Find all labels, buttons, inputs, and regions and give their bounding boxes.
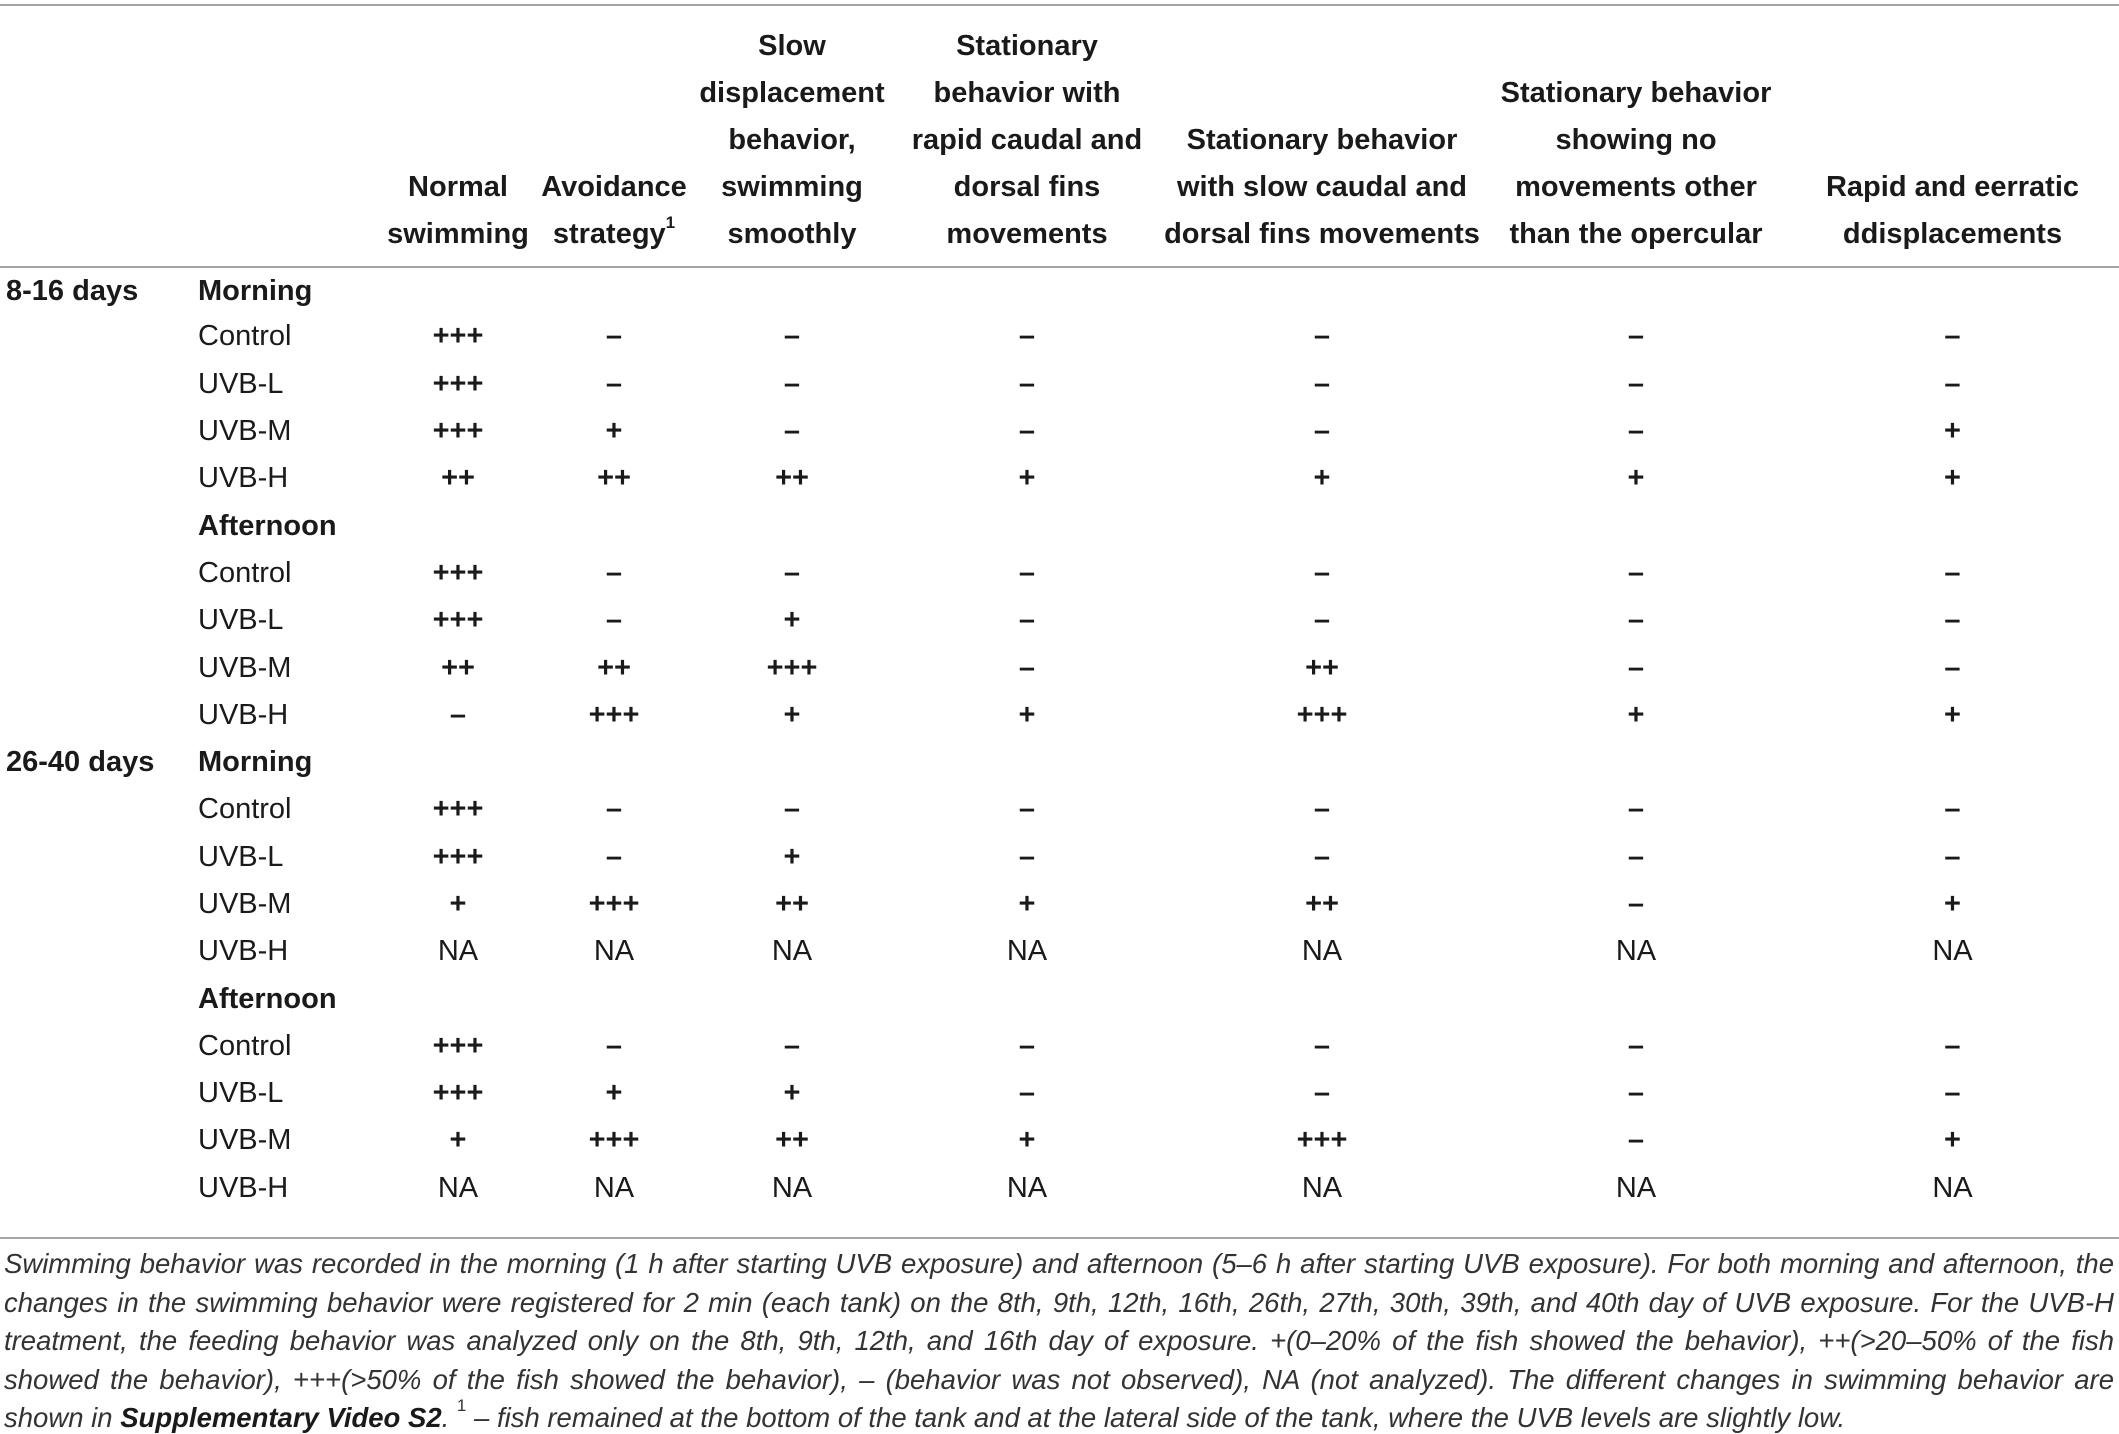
age-label [0,975,198,1022]
behavior-value-cell: +++ [1296,698,1348,731]
behavior-value-cell: +++ [588,1124,640,1157]
empty-cell [1486,502,1786,549]
behavior-value-cell: + [1018,888,1036,920]
behavior-value-cell: – [1018,1029,1036,1062]
behavior-value-cell: – [1944,320,1961,353]
table-row [0,550,2119,597]
group-label: UVB-M [198,888,292,920]
behavior-value-cell: NA [1615,935,1657,968]
behavior-value-cell: ++ [441,462,475,495]
header-stationary-no-movement: Stationary behavior showing no movements other than the opercular [1500,77,1772,250]
header-empty-group [198,8,376,266]
behavior-value-cell: – [1018,367,1036,400]
behavior-value-cell: NA [1301,935,1343,968]
behavior-value-cell: +++ [432,1077,484,1110]
behavior-value-cell: – [1018,793,1036,826]
behavior-value-cell: – [605,320,623,353]
empty-cell [1486,739,1786,786]
behavior-value-cell: + [783,1077,801,1110]
empty-cell [688,739,896,786]
table-row [0,692,2119,739]
empty-cell [1486,975,1786,1022]
behavior-value-cell: +++ [432,1029,484,1062]
empty-cell [0,881,198,928]
behavior-value-cell: + [1018,462,1036,495]
empty-cell [0,1070,198,1117]
behavior-value-cell: +++ [588,888,640,920]
group-label: Control [198,1029,292,1062]
header-rapid-erratic: Rapid and eerratic ddisplacements [1825,171,2080,250]
behavior-value-cell: ++ [597,651,631,684]
behavior-value-cell: + [1313,462,1331,495]
behavior-value-cell: – [1018,840,1036,873]
empty-cell [896,502,1158,549]
table-footnote: Swimming behavior was recorded in the morning (1 h after starting UVB exposure) and afternoon (5–6 h after starting UVB exposure). For both morning and afternoon, the changes in the swimming behavior were registered for 2 min (each tank) on the 8th, 9th, 12th, 16th, 26th, 27th, 30th, 39th, and 40th day of UVB exposure. For the UVB-H treatment, the feeding behavior was analyzed only on the 8th, 9th, 12th, and 16th day of exposure. +(0–20% of the fish showed the behavior), ++(>20–50% of the fish showed the behavior), +++(>50% of the fish showed the behavior), – (behavior was not observed), NA (not analyzed). The different changes in swimming behavior are shown in Supplementary Video S2. $^1$ – fish remained at the bottom of the tank and at the lateral side of the tank, where the UVB levels are slightly low. [4,1248,2114,1433]
header-empty-age [0,8,198,266]
behavior-value-cell: – [1627,556,1645,589]
empty-cell [540,739,688,786]
empty-cell [0,313,198,360]
group-label: Control [198,793,292,826]
header-slow-displacement: Slow displacement behavior, swimming smoothly [699,30,885,250]
empty-cell [1158,739,1486,786]
behavior-value-cell: – [1944,1029,1961,1062]
empty-cell [540,266,688,313]
behavior-value-cell: +++ [432,604,484,637]
header-row [0,8,2119,266]
table-row [0,786,2119,833]
supplementary-video-reference: Supplementary Video S2 [120,1402,442,1433]
group-label: UVB-M [198,1124,292,1157]
table-row [0,455,2119,502]
behavior-value-cell: – [449,698,467,731]
behavior-value-cell: – [1627,1029,1645,1062]
empty-cell [376,975,540,1022]
behavior-value-cell: – [783,1029,801,1062]
behavior-value-cell: + [1018,1124,1036,1157]
behavior-value-cell: – [1313,1029,1331,1062]
session-row [0,266,2119,313]
behavior-value-cell: – [1018,1077,1036,1110]
behavior-value-cell: – [605,604,623,637]
table-row [0,834,2119,881]
empty-cell [0,550,198,597]
behavior-value-cell: – [783,415,801,448]
table-body [0,266,2119,1212]
behavior-value-cell: +++ [432,367,484,400]
behavior-value-cell: – [1944,556,1961,589]
behavior-value-cell: – [1627,415,1645,448]
behavior-value-cell: – [1627,1077,1645,1110]
behavior-value-cell: – [1944,840,1961,873]
behavior-value-cell: +++ [1296,1124,1348,1157]
behavior-value-cell: NA [593,1171,635,1204]
behavior-value-cell: – [1018,556,1036,589]
behavior-value-cell: – [783,556,801,589]
header-avoidance-strategy: Avoidance strategy$^1$ [541,171,687,250]
behavior-value-cell: + [783,698,801,731]
empty-cell [0,928,198,975]
behavior-value-cell: – [605,1029,623,1062]
behavior-value-cell: + [1627,462,1645,495]
behavior-value-cell: +++ [432,793,484,826]
group-label: UVB-L [198,604,284,637]
empty-cell [0,361,198,408]
behavior-value-cell: +++ [432,556,484,589]
header-stationary-slow-fins: Stationary behavior with slow caudal and dorsal fins movements [1164,124,1480,250]
behavior-value-cell: +++ [432,320,484,353]
behavior-value-cell: – [605,367,623,400]
empty-cell [0,692,198,739]
behavior-value-cell: – [1627,367,1645,400]
behavior-value-cell: – [1313,415,1331,448]
behavior-value-cell: NA [1006,1171,1048,1204]
behavior-value-cell: – [1627,888,1645,920]
behavior-value-cell: – [605,840,623,873]
empty-cell [1158,502,1486,549]
empty-cell [0,1117,198,1164]
behavior-value-cell: NA [1615,1171,1657,1204]
behavior-value-cell: ++ [597,462,631,495]
behavior-value-cell: – [1944,651,1961,684]
behavior-value-cell: + [1944,888,1961,920]
behavior-value-cell: – [1018,651,1036,684]
empty-cell [0,1165,198,1212]
behavior-value-cell: – [1018,415,1036,448]
behavior-value-cell: NA [1006,935,1048,968]
session-row [0,739,2119,786]
behavior-value-cell: ++ [441,651,475,684]
empty-cell [1158,266,1486,313]
behavior-value-cell: NA [1932,935,1973,968]
empty-cell [1486,266,1786,313]
group-label: UVB-H [198,935,289,968]
behavior-value-cell: +++ [432,415,484,448]
empty-cell [0,644,198,691]
empty-cell [376,739,540,786]
behavior-value-cell: NA [593,935,635,968]
table-row [0,644,2119,691]
empty-cell [0,834,198,881]
empty-cell [688,975,896,1022]
behavior-value-cell: +++ [588,698,640,731]
behavior-value-cell: – [1944,1077,1961,1110]
empty-cell [540,975,688,1022]
group-label: UVB-L [198,367,284,400]
behavior-value-cell: + [1944,415,1961,448]
group-label: UVB-H [198,1171,289,1204]
empty-cell [376,266,540,313]
behavior-value-cell: + [1944,1124,1961,1157]
header-normal-swimming: Normal swimming [387,171,529,250]
behavior-value-cell: NA [771,935,813,968]
behavior-value-cell: – [783,367,801,400]
behavior-value-cell: ++ [775,462,809,495]
behavior-value-cell: + [605,415,623,448]
behavior-value-cell: NA [437,935,479,968]
session-label: Afternoon [198,982,337,1015]
behavior-table [0,8,2119,1212]
group-label: UVB-M [198,651,292,684]
empty-cell [0,455,198,502]
table-row [0,1117,2119,1164]
empty-cell [0,408,198,455]
table-row [0,1165,2119,1212]
behavior-value-cell: NA [1301,1171,1343,1204]
bottom-rule [0,1237,2119,1239]
behavior-value-cell: – [1627,1124,1645,1157]
table-row [0,408,2119,455]
behavior-value-cell: – [1313,556,1331,589]
empty-cell [0,786,198,833]
age-label [0,502,198,549]
behavior-value-cell: – [1313,604,1331,637]
behavior-value-cell: ++ [775,1124,809,1157]
empty-cell [0,1023,198,1070]
behavior-value-cell: + [1944,462,1961,495]
session-label: Morning [198,746,313,779]
behavior-value-cell: ++ [1305,888,1339,920]
behavior-value-cell: – [1313,367,1331,400]
behavior-value-cell: + [449,1124,467,1157]
behavior-value-cell: – [1018,604,1036,637]
empty-cell [376,502,540,549]
empty-cell [688,502,896,549]
empty-cell [896,975,1158,1022]
session-label: Afternoon [198,509,337,542]
behavior-value-cell: – [1944,367,1961,400]
behavior-value-cell: – [783,793,801,826]
top-rule [0,4,2119,6]
behavior-value-cell: + [449,888,467,920]
behavior-value-cell: – [1627,604,1645,637]
group-label: Control [198,320,292,353]
empty-cell [1786,975,2119,1022]
behavior-value-cell: + [783,840,801,873]
behavior-value-cell: ++ [1305,651,1339,684]
group-label: UVB-H [198,462,289,495]
table-row [0,1070,2119,1117]
group-label: UVB-H [198,698,289,731]
behavior-value-cell: +++ [766,651,818,684]
session-label: Morning [198,275,313,308]
behavior-value-cell: +++ [432,840,484,873]
behavior-value-cell: – [1313,320,1331,353]
behavior-value-cell: NA [437,1171,479,1204]
behavior-value-cell: – [1313,1077,1331,1110]
behavior-value-cell: + [783,604,801,637]
empty-cell [540,502,688,549]
empty-cell [1786,266,2119,313]
group-label: UVB-L [198,840,284,873]
session-row [0,975,2119,1022]
group-label: UVB-L [198,1077,284,1110]
behavior-value-cell: + [1627,698,1645,731]
empty-cell [1786,502,2119,549]
behavior-value-cell: – [605,793,623,826]
behavior-value-cell: – [1313,793,1331,826]
empty-cell [1786,739,2119,786]
behavior-value-cell: – [1627,793,1645,826]
behavior-value-cell: + [1018,698,1036,731]
session-row [0,502,2119,549]
age-label: 8-16 days [6,275,139,308]
table-row [0,361,2119,408]
behavior-value-cell: – [1627,840,1645,873]
age-label: 26-40 days [6,746,155,779]
behavior-value-cell: NA [771,1171,813,1204]
table-row [0,928,2119,975]
table-row [0,1023,2119,1070]
behavior-value-cell: + [605,1077,623,1110]
empty-cell [896,739,1158,786]
header-stationary-rapid-fins: Stationary behavior with rapid caudal and dorsal fins movements [911,30,1143,250]
behavior-value-cell: – [1627,320,1645,353]
empty-cell [896,266,1158,313]
behavior-value-cell: NA [1932,1171,1973,1204]
empty-cell [688,266,896,313]
behavior-value-cell: ++ [775,888,809,920]
behavior-value-cell: – [1944,604,1961,637]
behavior-value-cell: – [1313,840,1331,873]
table-row [0,597,2119,644]
behavior-value-cell: – [605,556,623,589]
table-row [0,313,2119,360]
empty-cell [1158,975,1486,1022]
behavior-value-cell: – [783,320,801,353]
group-label: UVB-M [198,415,292,448]
empty-cell [0,597,198,644]
behavior-value-cell: – [1627,651,1645,684]
behavior-value-cell: + [1944,698,1961,731]
behavior-value-cell: – [1018,320,1036,353]
table-row [0,881,2119,928]
behavior-value-cell: – [1944,793,1961,826]
group-label: Control [198,556,292,589]
